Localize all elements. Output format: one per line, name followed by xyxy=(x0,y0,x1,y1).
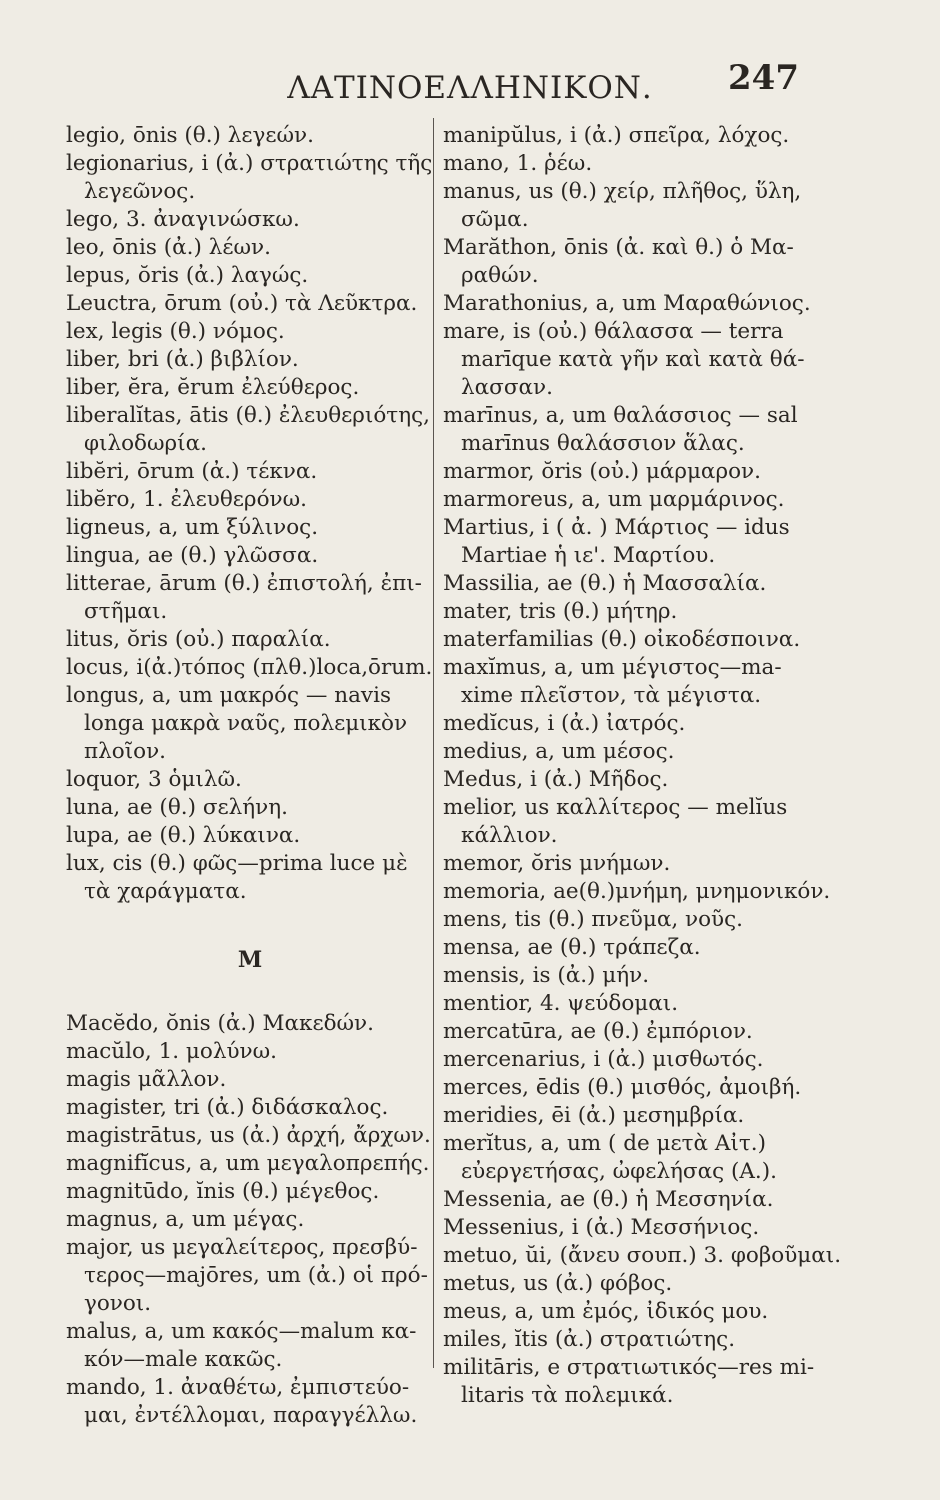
dictionary-entry xyxy=(66,122,434,150)
dictionary-entry xyxy=(66,290,434,318)
dictionary-entry xyxy=(66,262,434,290)
entry-headline: melior, us καλλίτερος — melĭus xyxy=(443,795,788,820)
entry-headline: legio, ōnis (θ.) λεγεών. xyxy=(66,123,314,148)
entry-headline: lux, cis (θ.) φῶς—prima luce μὲ xyxy=(66,851,408,876)
entry-continuation: γονοι. xyxy=(84,1291,152,1316)
dictionary-entry xyxy=(443,990,843,1018)
dictionary-entry xyxy=(66,150,434,206)
dictionary-entry xyxy=(443,738,843,766)
entry-continuation: marīque κατὰ γῆν καὶ κατὰ θά- xyxy=(461,347,805,372)
dictionary-entry xyxy=(66,1038,434,1066)
entry-headline: magistrātus, us (ἀ.) ἀρχή, ἄρχων. xyxy=(66,1123,431,1148)
entry-headline: loquor, 3 ὁμιλῶ. xyxy=(66,767,242,792)
entry-headline: militāris, e στρατιωτικός—res mi- xyxy=(443,1355,815,1380)
entry-headline: lego, 3. ἀναγινώσκω. xyxy=(66,207,300,232)
left-entries-l-group xyxy=(66,122,434,906)
dictionary-entry xyxy=(66,402,434,458)
entry-headline: litterae, ārum (θ.) ἐπιστολή, ἐπι- xyxy=(66,571,422,596)
entry-headline: merĭtus, a, um ( de μετὰ Αἰτ.) xyxy=(443,1131,766,1156)
entry-headline: mentior, 4. ψεύδομαι. xyxy=(443,991,679,1016)
entry-headline: merces, ēdis (θ.) μισθός, ἀμοιβή. xyxy=(443,1075,802,1100)
entry-continuation: λασσαν. xyxy=(461,375,553,400)
dictionary-entry xyxy=(66,626,434,654)
entry-headline: locus, i(ἀ.)τόπος (πλθ.)loca,ōrum. xyxy=(66,655,433,680)
dictionary-entry xyxy=(66,794,434,822)
dictionary-entry xyxy=(443,1186,843,1214)
dictionary-entry xyxy=(66,542,434,570)
entry-headline: litus, ŏris (οὐ.) παραλία. xyxy=(66,627,331,652)
dictionary-entry xyxy=(443,906,843,934)
entry-continuation: εὐεργετήσας, ὠφελήσας (Α.). xyxy=(461,1159,777,1184)
entry-headline: liberalĭtas, ātis (θ.) ἐλευθεριότης, xyxy=(66,403,430,428)
dictionary-entry xyxy=(443,1298,843,1326)
entry-continuation: marīnus θαλάσσιον ἅλας. xyxy=(461,431,745,456)
dictionary-entry xyxy=(443,402,843,458)
entry-headline: metus, us (ἀ.) φόβος. xyxy=(443,1271,673,1296)
entry-headline: magis μᾶλλον. xyxy=(66,1067,227,1092)
entry-headline: mano, 1. ῥέω. xyxy=(443,151,593,176)
entry-continuation: τερος—majōres, um (ἀ.) οἱ πρό- xyxy=(84,1263,428,1288)
section-letter: M xyxy=(237,947,263,973)
entry-headline: Medus, i (ἀ.) Μῆδος. xyxy=(443,767,669,792)
entry-continuation: τὰ χαράγματα. xyxy=(84,879,247,904)
entry-headline: marmoreus, a, um μαρμάρινος. xyxy=(443,487,785,512)
entry-headline: mater, tris (θ.) μήτηρ. xyxy=(443,599,678,624)
dictionary-entry xyxy=(66,766,434,794)
dictionary-entry xyxy=(443,794,843,850)
dictionary-entry xyxy=(443,1242,843,1270)
dictionary-entry xyxy=(66,654,434,682)
dictionary-entry xyxy=(443,1270,843,1298)
entry-headline: lingua, ae (θ.) γλῶσσα. xyxy=(66,543,319,568)
dictionary-entry xyxy=(443,122,843,150)
dictionary-entry xyxy=(443,570,843,598)
entry-headline: Marathonius, a, um Μαραθώνιος. xyxy=(443,291,811,316)
entry-headline: manipŭlus, i (ἀ.) σπεῖρα, λόχος. xyxy=(443,123,790,148)
entry-headline: magnus, a, um μέγας. xyxy=(66,1207,305,1232)
dictionary-entry xyxy=(443,1074,843,1102)
page-title: ΛΑΤΙΝΟΕΛΛΗΝΙΚΟΝ. xyxy=(287,70,653,106)
entry-headline: magister, tri (ἀ.) διδάσκαλος. xyxy=(66,1095,389,1120)
entry-headline: marmor, ŏris (οὐ.) μάρμαρον. xyxy=(443,459,761,484)
dictionary-entry xyxy=(66,1178,434,1206)
dictionary-entry xyxy=(66,1206,434,1234)
entry-headline: major, us μεγαλείτερος, πρεσβύ- xyxy=(66,1235,418,1260)
entry-headline: libĕri, ōrum (ἀ.) τέκνα. xyxy=(66,459,318,484)
dictionary-entry xyxy=(443,1354,843,1410)
dictionary-entry xyxy=(443,766,843,794)
entry-continuation: στῆμαι. xyxy=(84,599,168,624)
dictionary-entry xyxy=(66,346,434,374)
entry-headline: liber, bri (ἀ.) βιβλίον. xyxy=(66,347,299,372)
left-column xyxy=(66,122,434,1430)
entry-headline: mercenarius, i (ἀ.) μισθωτός. xyxy=(443,1047,764,1072)
dictionary-entry xyxy=(443,290,843,318)
dictionary-entry xyxy=(443,1018,843,1046)
entry-headline: medĭcus, i (ἀ.) ἰατρός. xyxy=(443,711,686,736)
entry-headline: memoria, ae(θ.)μνήμη, μνημονικόν. xyxy=(443,879,831,904)
entry-continuation: κόν—male κακῶς. xyxy=(84,1347,283,1372)
entry-headline: manus, us (θ.) χείρ, πλῆθος, ὕλη, xyxy=(443,179,802,204)
dictionary-entry xyxy=(443,458,843,486)
entry-headline: legionarius, i (ἀ.) στρατιώτης τῆς xyxy=(66,151,433,176)
dictionary-entry xyxy=(66,1150,434,1178)
dictionary-entry xyxy=(443,234,843,290)
entry-continuation: litaris τὰ πολεμικά. xyxy=(461,1383,674,1408)
page-number: 247 xyxy=(728,58,799,98)
dictionary-entry xyxy=(66,234,434,262)
entry-headline: miles, ĭtis (ἀ.) στρατιώτης. xyxy=(443,1327,736,1352)
dictionary-entry xyxy=(443,626,843,654)
entry-headline: Messenius, i (ἀ.) Μεσσήνιος. xyxy=(443,1215,760,1240)
right-column xyxy=(443,122,843,1410)
entry-headline: liber, ĕra, ĕrum ἐλεύθερος. xyxy=(66,375,360,400)
entry-headline: mercatūra, ae (θ.) ἐμπόριον. xyxy=(443,1019,753,1044)
dictionary-entry xyxy=(443,178,843,234)
entry-headline: Marăthon, ōnis (ἀ. καὶ θ.) ὁ Μα- xyxy=(443,235,794,260)
dictionary-entry xyxy=(443,514,843,570)
entry-continuation: μαι, ἐντέλλομαι, παραγγέλλω. xyxy=(84,1403,418,1428)
dictionary-entry xyxy=(66,1010,434,1038)
dictionary-entry xyxy=(66,514,434,542)
entry-headline: metuo, ŭi, (ἄνευ σουπ.) 3. φοβοῦμαι. xyxy=(443,1243,842,1268)
entry-headline: longus, a, um μακρός — navis xyxy=(66,683,391,708)
dictionary-entry xyxy=(443,1214,843,1242)
left-entries-m-group xyxy=(66,1010,434,1430)
entry-headline: mensis, is (ἀ.) μήν. xyxy=(443,963,650,988)
entry-headline: magnitūdo, ĭnis (θ.) μέγεθος. xyxy=(66,1179,380,1204)
dictionary-entry xyxy=(443,962,843,990)
entry-headline: meus, a, um ἐμός, ἰδικός μου. xyxy=(443,1299,769,1324)
entry-headline: lex, legis (θ.) νόμος. xyxy=(66,319,285,344)
entry-headline: Massilia, ae (θ.) ἡ Μασσαλία. xyxy=(443,571,767,596)
entry-headline: mensa, ae (θ.) τράπεζα. xyxy=(443,935,701,960)
entry-headline: magnifĭcus, a, um μεγαλοπρεπής. xyxy=(66,1151,430,1176)
entry-headline: luna, ae (θ.) σελήνη. xyxy=(66,795,288,820)
dictionary-entry xyxy=(443,150,843,178)
dictionary-entry xyxy=(443,1046,843,1074)
dictionary-entry xyxy=(66,1066,434,1094)
entry-continuation: ραθών. xyxy=(461,263,539,288)
entry-headline: mare, is (οὐ.) θάλασσα — terra xyxy=(443,319,784,344)
entry-continuation: πλοῖον. xyxy=(84,739,166,764)
dictionary-entry xyxy=(443,598,843,626)
dictionary-entry xyxy=(66,374,434,402)
entry-headline: materfamilias (θ.) οἰκοδέσποινα. xyxy=(443,627,801,652)
entry-continuation: σῶμα. xyxy=(461,207,529,232)
dictionary-entry xyxy=(66,486,434,514)
entry-headline: Messenia, ae (θ.) ἡ Μεσσηνία. xyxy=(443,1187,774,1212)
entry-headline: memor, ŏris μνήμων. xyxy=(443,851,671,876)
dictionary-entry xyxy=(66,1122,434,1150)
entry-headline: mens, tis (θ.) πνεῦμα, νοῦς. xyxy=(443,907,743,932)
entry-headline: ligneus, a, um ξύλινος. xyxy=(66,515,319,540)
dictionary-entry xyxy=(66,1318,434,1374)
entry-headline: meridies, ēi (ἀ.) μεσημβρία. xyxy=(443,1103,745,1128)
entry-continuation: longa μακρὰ ναῦς, πολεμικὸν xyxy=(84,711,408,736)
dictionary-entry xyxy=(66,1374,434,1430)
dictionary-entry xyxy=(66,318,434,346)
entry-headline: marīnus, a, um θαλάσσιος — sal xyxy=(443,403,798,428)
dictionary-entry xyxy=(66,206,434,234)
entry-headline: mando, 1. ἀναθέτω, ἐμπιστεύο- xyxy=(66,1375,410,1400)
dictionary-entry xyxy=(443,1130,843,1186)
entry-headline: libĕro, 1. ἐλευθερόνω. xyxy=(66,487,307,512)
entry-headline: malus, a, um κακός—malum κα- xyxy=(66,1319,417,1344)
dictionary-entry xyxy=(66,1234,434,1318)
entry-headline: leo, ōnis (ἀ.) λέων. xyxy=(66,235,271,260)
entry-continuation: xime πλεῖστον, τὰ μέγιστα. xyxy=(461,683,762,708)
dictionary-entry xyxy=(443,654,843,710)
dictionary-entry xyxy=(66,1094,434,1122)
entry-headline: Macĕdo, ŏnis (ἀ.) Μακεδών. xyxy=(66,1011,374,1036)
entry-continuation: φιλοδωρία. xyxy=(84,431,207,456)
entry-headline: lupa, ae (θ.) λύκαινα. xyxy=(66,823,301,848)
dictionary-entry xyxy=(443,934,843,962)
dictionary-entry xyxy=(66,850,434,906)
dictionary-entry xyxy=(66,682,434,766)
right-entries-group xyxy=(443,122,843,1410)
entry-continuation: κάλλιον. xyxy=(461,823,558,848)
entry-continuation: λεγεῶνος. xyxy=(84,179,196,204)
dictionary-entry xyxy=(66,458,434,486)
entry-headline: macŭlo, 1. μολύνω. xyxy=(66,1039,277,1064)
dictionary-entry xyxy=(66,822,434,850)
dictionary-entry xyxy=(443,878,843,906)
dictionary-entry xyxy=(443,318,843,402)
entry-headline: maxĭmus, a, um μέγιστος—ma- xyxy=(443,655,782,680)
dictionary-entry xyxy=(443,1326,843,1354)
dictionary-entry xyxy=(443,1102,843,1130)
dictionary-entry xyxy=(66,570,434,626)
dictionary-entry xyxy=(443,850,843,878)
entry-headline: Leuctra, ōrum (οὐ.) τὰ Λεῦκτρα. xyxy=(66,291,418,316)
entry-headline: Martius, i ( ἀ. ) Μάρτιος — idus xyxy=(443,515,790,540)
entry-headline: lepus, ŏris (ἀ.) λαγώς. xyxy=(66,263,309,288)
dictionary-entry xyxy=(443,710,843,738)
entry-continuation: Martiae ἡ ιε'. Μαρτίου. xyxy=(461,543,716,568)
dictionary-entry xyxy=(443,486,843,514)
entry-headline: medius, a, um μέσος. xyxy=(443,739,675,764)
